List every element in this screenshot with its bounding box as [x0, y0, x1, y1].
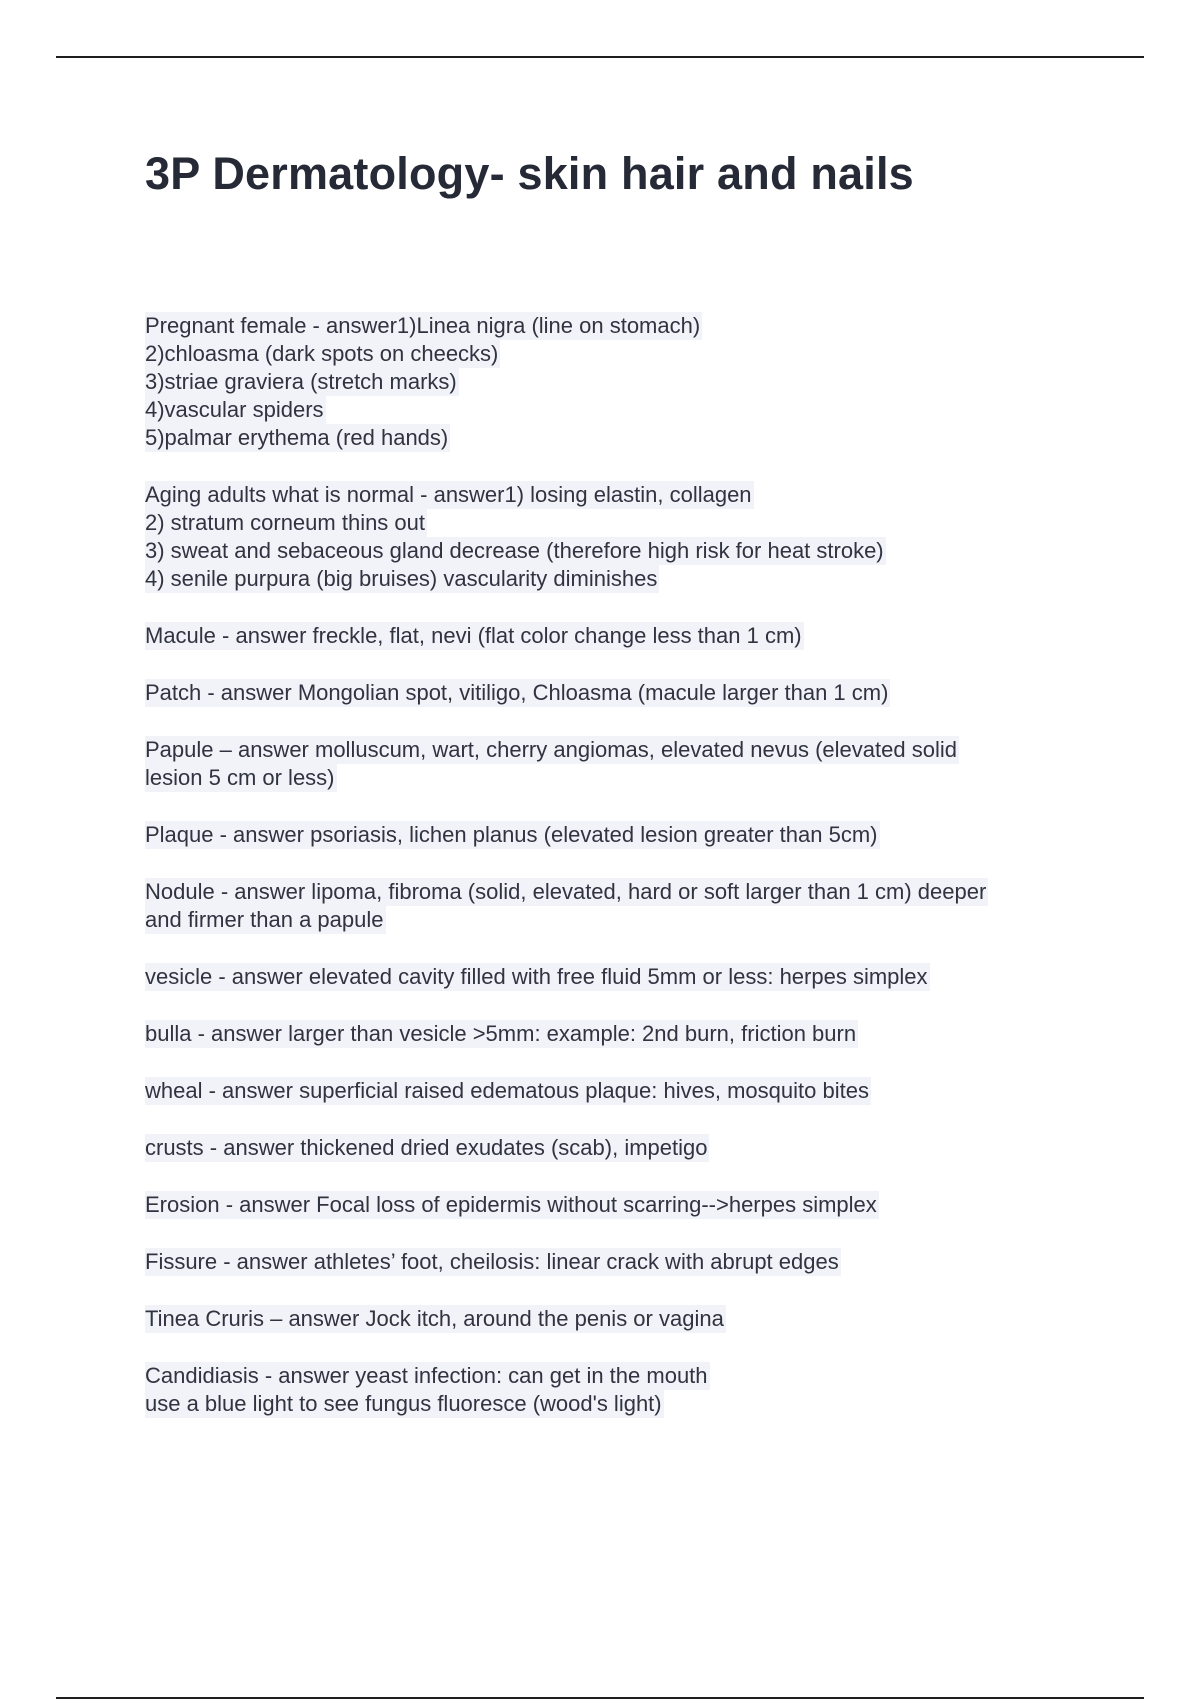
entry-text-line: 3)striae graviera (stretch marks): [145, 369, 457, 394]
flashcard-entry: [145, 1362, 1085, 1418]
flashcard-entry: [145, 1020, 1085, 1048]
entry-text-line: Plaque - answer psoriasis, lichen planus (elevated lesion greater than 5cm): [145, 822, 878, 847]
flashcard-entry: [145, 481, 1085, 593]
entry-text-line: wheal - answer superficial raised edematous plaque: hives, mosquito bites: [145, 1078, 869, 1103]
entry-text-line: Fissure - answer athletes’ foot, cheilosis: linear crack with abrupt edges: [145, 1249, 839, 1274]
flashcard-entry: [145, 679, 1085, 707]
entry-text-line: 3) sweat and sebaceous gland decrease (therefore high risk for heat stroke): [145, 538, 884, 563]
flashcard-entry: [145, 622, 1085, 650]
flashcard-entry: [145, 1248, 1085, 1276]
entry-text-line: 2)chloasma (dark spots on cheecks): [145, 341, 499, 366]
entry-text-line: Pregnant female - answer1)Linea nigra (line on stomach): [145, 313, 701, 338]
flashcard-entry: [145, 736, 1085, 792]
entry-text-line: 4) senile purpura (big bruises) vascularity diminishes: [145, 566, 658, 591]
footer-rule: [56, 1697, 1144, 1699]
entry-text-line: and firmer than a papule: [145, 907, 384, 932]
entry-text-line: bulla - answer larger than vesicle >5mm: example: 2nd burn, friction burn: [145, 1021, 857, 1046]
flashcard-entry: [145, 1305, 1085, 1333]
entry-text-line: vesicle - answer elevated cavity filled with free fluid 5mm or less: herpes simplex: [145, 964, 928, 989]
flashcard-entry: [145, 1191, 1085, 1219]
page-title: 3P Dermatology- skin hair and nails: [145, 148, 914, 199]
entry-text-line: Papule – answer molluscum, wart, cherry angiomas, elevated nevus (elevated solid: [145, 737, 957, 762]
flashcard-entry: [145, 878, 1085, 934]
entry-text-line: 5)palmar erythema (red hands): [145, 425, 449, 450]
entry-text-line: crusts - answer thickened dried exudates (scab), impetigo: [145, 1135, 708, 1160]
flashcard-list: [145, 312, 1085, 1447]
entry-text-line: Macule - answer freckle, flat, nevi (flat color change less than 1 cm): [145, 623, 802, 648]
header-rule: [56, 56, 1144, 58]
entry-text-line: use a blue light to see fungus fluoresce (wood's light): [145, 1391, 662, 1416]
entry-text-line: Tinea Cruris – answer Jock itch, around the penis or vagina: [145, 1306, 724, 1331]
entry-text-line: lesion 5 cm or less): [145, 765, 335, 790]
flashcard-entry: [145, 1077, 1085, 1105]
entry-text-line: Patch - answer Mongolian spot, vitiligo, Chloasma (macule larger than 1 cm): [145, 680, 889, 705]
entry-text-line: Candidiasis - answer yeast infection: can get in the mouth: [145, 1363, 708, 1388]
flashcard-entry: [145, 312, 1085, 452]
entry-text-line: Nodule - answer lipoma, fibroma (solid, elevated, hard or soft larger than 1 cm) deeper: [145, 879, 987, 904]
flashcard-entry: [145, 963, 1085, 991]
entry-text-line: 2) stratum corneum thins out: [145, 510, 426, 535]
entry-text-line: Aging adults what is normal - answer1) losing elastin, collagen: [145, 482, 752, 507]
flashcard-entry: [145, 1134, 1085, 1162]
entry-text-line: 4)vascular spiders: [145, 397, 324, 422]
entry-text-line: Erosion - answer Focal loss of epidermis without scarring-->herpes simplex: [145, 1192, 877, 1217]
flashcard-entry: [145, 821, 1085, 849]
